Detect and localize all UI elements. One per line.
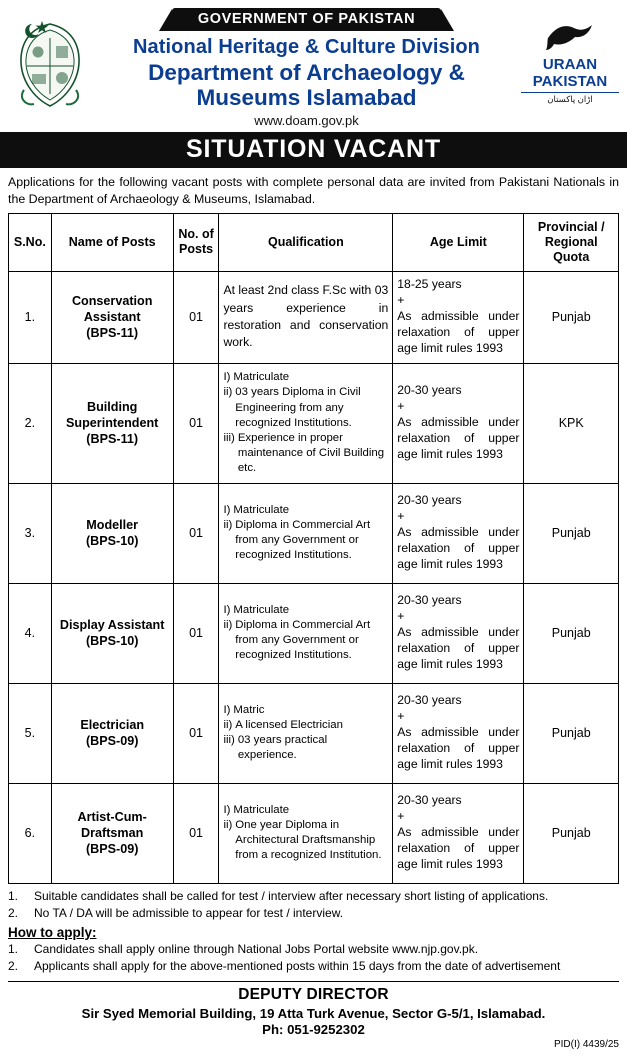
cell-posts-count: 01	[173, 783, 219, 883]
post-title: Modeller	[86, 517, 139, 532]
jobs-table	[8, 213, 619, 884]
situation-vacant-title: SITUATION VACANT	[186, 135, 441, 164]
cell-age-limit	[393, 483, 524, 583]
cell-posts-count: 01	[173, 483, 219, 583]
note-item	[8, 905, 619, 922]
age-main: 18-25 years	[397, 277, 462, 292]
post-title: Electrician	[80, 717, 145, 732]
jobs-table-wrapper	[0, 213, 627, 884]
qualification-item	[223, 733, 388, 763]
post-title: Conservation Assistant	[71, 293, 153, 324]
website-url[interactable]: www.doam.gov.pk	[254, 113, 359, 129]
cell-age-limit	[393, 683, 524, 783]
qualification-item	[223, 818, 388, 863]
department-name-line2: Museums Islamabad	[196, 85, 417, 111]
age-relaxation: As admissible under relaxation of upper age limit rules 1993	[397, 625, 520, 671]
how-to-apply-number: 2.	[8, 958, 19, 973]
age-plus: +	[397, 399, 405, 414]
age-main: 20-30 years	[397, 793, 462, 808]
post-title: Display Assistant	[59, 617, 165, 632]
cell-qualification	[219, 363, 393, 483]
cell-post	[51, 683, 173, 783]
cell-posts-count: 01	[173, 683, 219, 783]
header-center	[92, 6, 521, 130]
qualification-text: One year Diploma in Architectural Draftsmanship from a recognized Institution.	[235, 819, 382, 862]
how-to-apply-item	[8, 958, 619, 975]
document-header	[0, 0, 627, 132]
post-bps: (BPS-09)	[85, 842, 139, 857]
cell-sno: 4.	[9, 583, 52, 683]
qualification-item	[223, 703, 388, 718]
note-item	[8, 888, 619, 905]
qualification-marker: I)	[223, 504, 231, 516]
qualification-marker: ii)	[223, 386, 233, 399]
th-posts-count	[173, 213, 219, 271]
age-main: 20-30 years	[397, 693, 462, 708]
th-quota	[524, 213, 619, 271]
qualification-marker: ii)	[223, 619, 233, 632]
department-name-line1: Department of Archaeology &	[148, 60, 465, 85]
state-emblem-icon	[8, 6, 92, 110]
cell-qualification	[219, 783, 393, 883]
intro-paragraph: Applications for the following vacant posts with complete personal data are invited from Pakistani Nationals in the Department of Archaeology & Museums, Islamabad.	[8, 175, 619, 206]
cell-quota: KPK	[524, 363, 619, 483]
cell-qualification	[219, 483, 393, 583]
th-sno: S.No.	[9, 213, 52, 271]
uraan-urdu-text: اڑان پاکستان	[521, 92, 619, 105]
qualification-item	[223, 431, 388, 476]
cell-qualification	[219, 271, 393, 363]
th-posts-count-line1: No. of	[178, 227, 214, 242]
uraan-title-line1: URAAN	[542, 56, 598, 73]
qualification-marker: iii)	[223, 431, 235, 444]
th-quota-line1: Provincial /	[537, 219, 605, 234]
table-row	[9, 363, 619, 483]
how-to-apply-text: Applicants shall apply for the above-mentioned posts within 15 days from the date of advertisement	[34, 958, 561, 973]
qualification-item	[223, 385, 388, 430]
uraan-pakistan-logo	[521, 6, 619, 104]
post-bps: (BPS-11)	[86, 326, 139, 341]
cell-quota: Punjab	[524, 483, 619, 583]
note-text: No TA / DA will be admissible to appear for test / interview.	[34, 905, 344, 920]
qualification-marker: iii)	[223, 734, 235, 747]
cell-sno: 5.	[9, 683, 52, 783]
cell-sno: 2.	[9, 363, 52, 483]
qualification-marker: I)	[223, 804, 231, 816]
age-relaxation: As admissible under relaxation of upper age limit rules 1993	[397, 725, 520, 771]
qualification-text: At least 2nd class F.Sc with 03 years experience in restoration and conservation work.	[223, 283, 389, 350]
note-number: 2.	[8, 905, 19, 920]
qualification-marker: ii)	[223, 519, 233, 532]
footer-designation: DEPUTY DIRECTOR	[238, 985, 389, 1003]
note-number: 1.	[8, 888, 19, 903]
qualification-item	[223, 618, 388, 663]
qualification-text: Diploma in Commercial Art from any Government or recognized Institutions.	[235, 619, 371, 662]
age-relaxation: As admissible under relaxation of upper age limit rules 1993	[397, 309, 520, 355]
post-bps: (BPS-10)	[85, 534, 139, 549]
qualification-item	[223, 370, 388, 385]
age-plus: +	[397, 809, 405, 824]
qualification-text: Matriculate	[233, 504, 290, 516]
cell-posts-count: 01	[173, 271, 219, 363]
cell-qualification	[219, 683, 393, 783]
th-posts-count-line2: Posts	[179, 242, 214, 257]
th-post: Name of Posts	[51, 213, 173, 271]
table-row	[9, 583, 619, 683]
cell-quota: Punjab	[524, 683, 619, 783]
age-main: 20-30 years	[397, 493, 462, 508]
cell-post	[51, 271, 173, 363]
qualification-marker: ii)	[223, 719, 233, 732]
general-notes	[0, 884, 627, 922]
how-to-apply-item	[8, 941, 619, 958]
cell-sno: 1.	[9, 271, 52, 363]
cell-post	[51, 363, 173, 483]
qualification-text: 03 years Diploma in Civil Engineering from any recognized Institutions.	[235, 386, 361, 429]
table-row	[9, 683, 619, 783]
table-row	[9, 783, 619, 883]
cell-age-limit	[393, 363, 524, 483]
age-relaxation: As admissible under relaxation of upper age limit rules 1993	[397, 825, 520, 871]
cell-age-limit	[393, 783, 524, 883]
table-header-row	[9, 213, 619, 271]
age-relaxation: As admissible under relaxation of upper age limit rules 1993	[397, 525, 520, 571]
qualification-marker: I)	[223, 371, 231, 384]
post-bps: (BPS-09)	[85, 734, 139, 749]
cell-post	[51, 583, 173, 683]
uraan-title-line2: PAKISTAN	[532, 72, 608, 90]
how-to-apply-text: Candidates shall apply online through National Jobs Portal website www.njp.gov.pk.	[34, 941, 479, 956]
cell-quota: Punjab	[524, 583, 619, 683]
post-title: Building Superintendent	[66, 399, 159, 430]
age-plus: +	[397, 293, 405, 308]
cell-sno: 3.	[9, 483, 52, 583]
qualification-marker: ii)	[223, 819, 233, 832]
qualification-text: Matric	[233, 704, 265, 716]
age-plus: +	[397, 709, 405, 724]
note-text: Suitable candidates shall be called for test / interview after necessary short listing of applications.	[34, 888, 549, 903]
document-footer	[8, 981, 619, 1037]
table-row	[9, 483, 619, 583]
cell-age-limit	[393, 583, 524, 683]
qualification-marker: I)	[223, 704, 231, 716]
th-qualification: Qualification	[219, 213, 393, 271]
cell-quota: Punjab	[524, 271, 619, 363]
qualification-item	[223, 803, 388, 818]
th-age-limit: Age Limit	[393, 213, 524, 271]
qualification-text: Matriculate	[233, 604, 290, 616]
age-plus: +	[397, 509, 405, 524]
qualification-text: Matriculate	[233, 804, 290, 816]
th-quota-line2: Regional Quota	[544, 234, 598, 264]
age-main: 20-30 years	[397, 383, 462, 398]
how-to-apply-list	[0, 941, 627, 975]
footer-phone: Ph: 051-9252302	[262, 1021, 365, 1037]
qualification-text: 03 years practical experience.	[237, 734, 328, 762]
qualification-marker: I)	[223, 604, 231, 616]
qualification-text: Experience in proper maintenance of Civil Building etc.	[237, 431, 385, 474]
qualification-text: Matriculate	[233, 371, 290, 384]
government-banner: GOVERNMENT OF PAKISTAN	[172, 8, 441, 31]
qualification-text: A licensed Electrician	[235, 719, 343, 732]
eagle-icon	[521, 22, 619, 56]
table-row	[9, 271, 619, 363]
pid-number: PID(I) 4439/25	[553, 1038, 619, 1050]
age-plus: +	[397, 609, 405, 624]
post-bps: (BPS-11)	[86, 432, 139, 447]
how-to-apply-number: 1.	[8, 941, 19, 956]
cell-post	[51, 483, 173, 583]
cell-quota: Punjab	[524, 783, 619, 883]
how-to-apply-title: How to apply:	[8, 924, 97, 940]
jobs-table-body	[9, 271, 619, 883]
cell-age-limit	[393, 271, 524, 363]
cell-post	[51, 783, 173, 883]
footer-address: Sir Syed Memorial Building, 19 Atta Turk Avenue, Sector G-5/1, Islamabad.	[81, 1005, 546, 1021]
cell-qualification	[219, 583, 393, 683]
post-title: Artist-Cum-Draftsman	[77, 809, 147, 840]
cell-sno: 6.	[9, 783, 52, 883]
qualification-item	[223, 518, 388, 563]
qualification-item	[223, 718, 388, 733]
qualification-item	[223, 503, 388, 518]
age-relaxation: As admissible under relaxation of upper age limit rules 1993	[397, 415, 520, 461]
age-main: 20-30 years	[397, 593, 462, 608]
qualification-text: Diploma in Commercial Art from any Government or recognized Institutions.	[235, 519, 371, 562]
cell-posts-count: 01	[173, 583, 219, 683]
division-name: National Heritage & Culture Division	[133, 36, 480, 58]
cell-posts-count: 01	[173, 363, 219, 483]
qualification-item	[223, 603, 388, 618]
situation-vacant-bar	[0, 132, 627, 168]
post-bps: (BPS-10)	[85, 634, 139, 649]
